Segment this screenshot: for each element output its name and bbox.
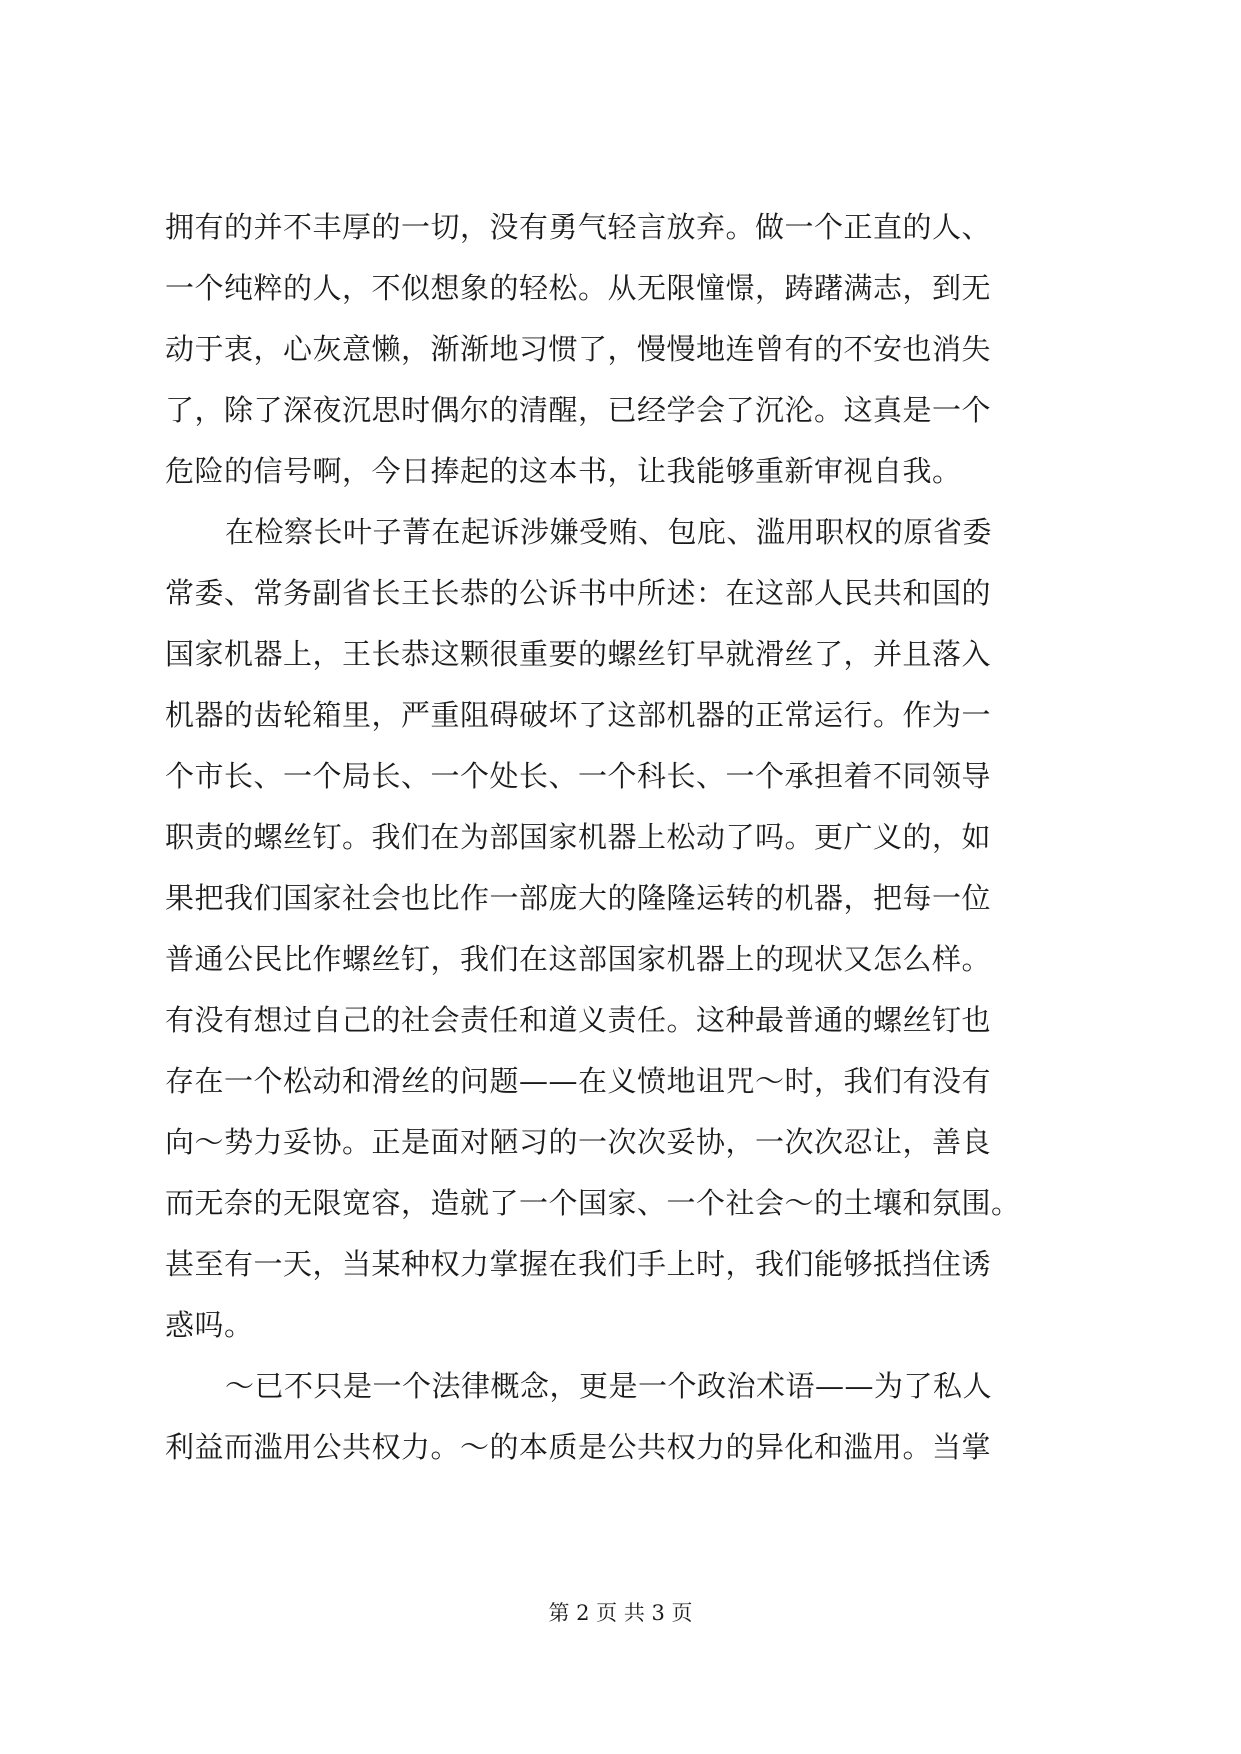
text-line: 普通公民比作螺丝钉，我们在这部国家机器上的现状又怎么样。 bbox=[165, 942, 992, 976]
text-line: 而无奈的无限宽容，造就了一个国家、一个社会～的土壤和氛围。 bbox=[165, 1186, 1021, 1220]
text-line: 危险的信号啊，今日捧起的这本书，让我能够重新审视自我。 bbox=[165, 454, 962, 488]
paragraph-first-line: ～已不只是一个法律概念，更是一个政治术语——为了私人 bbox=[225, 1369, 993, 1403]
text-line: 有没有想过自己的社会责任和道义责任。这种最普通的螺丝钉也 bbox=[165, 1003, 992, 1037]
text-line: 存在一个松动和滑丝的问题——在义愤地诅咒～时，我们有没有 bbox=[165, 1064, 992, 1098]
text-line: 果把我们国家社会也比作一部庞大的隆隆运转的机器，把每一位 bbox=[165, 881, 992, 915]
text-line: 拥有的并不丰厚的一切，没有勇气轻言放弃。做一个正直的人、 bbox=[165, 210, 992, 244]
text-line: 常委、常务副省长王长恭的公诉书中所述：在这部人民共和国的 bbox=[165, 576, 992, 610]
text-line: 惑吗。 bbox=[165, 1308, 254, 1342]
page-number-footer: 第 2 页 共 3 页 bbox=[548, 1601, 693, 1625]
text-line: 一个纯粹的人，不似想象的轻松。从无限憧憬，踌躇满志，到无 bbox=[165, 271, 992, 305]
text-line: 动于衷，心灰意懒，渐渐地习惯了，慢慢地连曾有的不安也消失 bbox=[165, 332, 992, 366]
text-line: 职责的螺丝钉。我们在为部国家机器上松动了吗。更广义的，如 bbox=[165, 820, 992, 854]
text-line: 向～势力妥协。正是面对陋习的一次次妥协，一次次忍让，善良 bbox=[165, 1125, 992, 1159]
text-line: 国家机器上，王长恭这颗很重要的螺丝钉早就滑丝了，并且落入 bbox=[165, 637, 992, 671]
text-line: 甚至有一天，当某种权力掌握在我们手上时，我们能够抵挡住诱 bbox=[165, 1247, 992, 1281]
paragraph-first-line: 在检察长叶子菁在起诉涉嫌受贿、包庇、滥用职权的原省委 bbox=[225, 515, 993, 549]
text-line: 个市长、一个局长、一个处长、一个科长、一个承担着不同领导 bbox=[165, 759, 992, 793]
text-line: 利益而滥用公共权力。～的本质是公共权力的异化和滥用。当掌 bbox=[165, 1430, 992, 1464]
text-line: 机器的齿轮箱里，严重阻碍破坏了这部机器的正常运行。作为一 bbox=[165, 698, 992, 732]
text-line: 了，除了深夜沉思时偶尔的清醒，已经学会了沉沦。这真是一个 bbox=[165, 393, 992, 427]
